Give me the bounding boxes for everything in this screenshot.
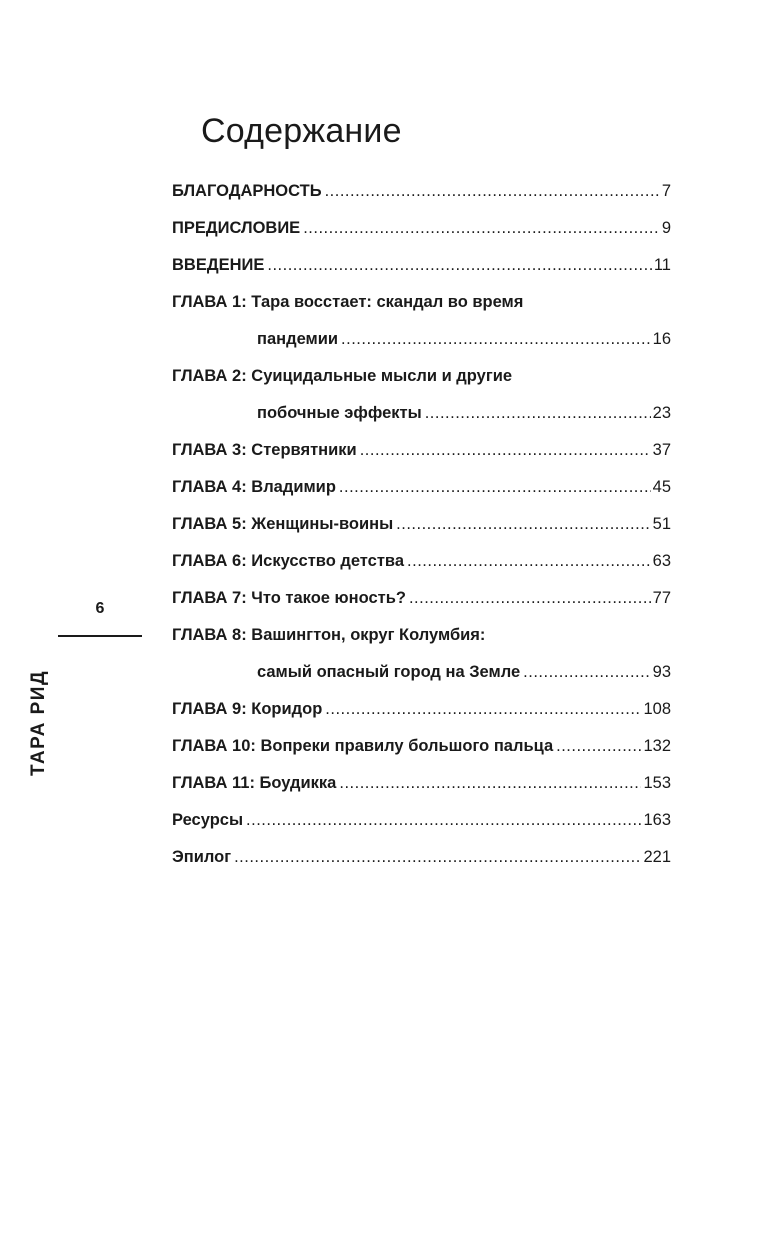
toc-entry-page: 221 (643, 848, 671, 866)
toc-entry-title: ГЛАВА 8: Вашингтон, округ Колумбия: (172, 626, 486, 644)
toc-entry-page: 23 (652, 404, 671, 422)
toc-entry-title: ВВЕДЕНИЕ (172, 256, 265, 274)
dot-leader (556, 734, 641, 758)
toc-entry-page: 132 (643, 737, 671, 755)
toc-entry-title: ГЛАВА 11: Боудикка (172, 774, 337, 792)
toc-entry-page: 108 (643, 700, 671, 718)
dot-leader (341, 327, 651, 351)
toc-entry-page: 63 (652, 552, 671, 570)
toc-entry-chapter-11[interactable] (172, 771, 671, 795)
toc-entry-chapter-9[interactable] (172, 697, 671, 721)
toc-entry-title: ГЛАВА 10: Вопреки правилу большого пальца (172, 737, 554, 755)
toc-entry-title: ГЛАВА 9: Коридор (172, 700, 323, 718)
page-number: 6 (95, 600, 105, 617)
toc-entry-page: 37 (652, 441, 671, 459)
table-of-contents (172, 179, 671, 882)
toc-entry-page: 16 (652, 330, 671, 348)
toc-entry-title: ГЛАВА 3: Стервятники (172, 441, 357, 459)
toc-entry-epilogue[interactable] (172, 845, 671, 869)
dot-leader (234, 845, 641, 869)
toc-entry-title: Эпилог (172, 848, 232, 866)
toc-entry-page: 45 (652, 478, 671, 496)
toc-entry-title: ГЛАВА 4: Владимир (172, 478, 336, 496)
dot-leader (325, 697, 641, 721)
dot-leader (360, 438, 651, 462)
toc-entry-title-continued: пандемии (257, 330, 339, 348)
toc-entry-title: Ресурсы (172, 811, 244, 829)
toc-entry-title: ГЛАВА 5: Женщины-воины (172, 515, 394, 533)
toc-entry-title: БЛАГОДАРНОСТЬ (172, 182, 322, 200)
dot-leader (267, 253, 651, 277)
dot-leader (339, 771, 641, 795)
toc-entry-chapter-3[interactable] (172, 438, 671, 462)
toc-entry-page: 77 (652, 589, 671, 607)
sidebar-divider (58, 635, 142, 637)
toc-entry-page: 7 (661, 182, 671, 200)
toc-entry-chapter-5[interactable] (172, 512, 671, 536)
dot-leader (409, 586, 651, 610)
toc-entry-chapter-10[interactable] (172, 734, 671, 758)
toc-heading: Содержание (201, 112, 402, 150)
toc-entry-chapter-4[interactable] (172, 475, 671, 499)
toc-entry-page: 51 (652, 515, 671, 533)
toc-entry-title: ПРЕДИСЛОВИЕ (172, 219, 301, 237)
toc-entry-title: ГЛАВА 1: Тара восстает: скандал во время (172, 293, 524, 311)
toc-entry-page: 9 (661, 219, 671, 237)
toc-entry-title-continued: самый опасный город на Земле (257, 663, 521, 681)
toc-entry-title-continued: побочные эффекты (257, 404, 422, 422)
toc-entry-title: ГЛАВА 6: Искусство детства (172, 552, 405, 570)
toc-entry-chapter-2[interactable] (172, 364, 671, 425)
toc-entry-introduction[interactable] (172, 253, 671, 277)
toc-entry-foreword[interactable] (172, 216, 671, 240)
dot-leader (246, 808, 641, 832)
toc-entry-resources[interactable] (172, 808, 671, 832)
author-name-vertical: ТАРА РИД (28, 670, 49, 776)
toc-entry-title: ГЛАВА 7: Что такое юность? (172, 589, 406, 607)
dot-leader (523, 660, 650, 684)
toc-entry-title: ГЛАВА 2: Суицидальные мысли и другие (172, 367, 513, 385)
toc-entry-acknowledgements[interactable] (172, 179, 671, 203)
toc-entry-chapter-6[interactable] (172, 549, 671, 573)
dot-leader (303, 216, 660, 240)
toc-entry-page: 163 (643, 811, 671, 829)
toc-entry-chapter-1[interactable] (172, 290, 671, 351)
dot-leader (339, 475, 651, 499)
dot-leader (396, 512, 650, 536)
dot-leader (407, 549, 651, 573)
toc-entry-chapter-7[interactable] (172, 586, 671, 610)
toc-entry-page: 153 (643, 774, 671, 792)
toc-entry-page: 93 (652, 663, 671, 681)
toc-entry-chapter-8[interactable] (172, 623, 671, 684)
dot-leader (425, 401, 651, 425)
toc-entry-page: 11 (653, 256, 671, 274)
dot-leader (325, 179, 660, 203)
